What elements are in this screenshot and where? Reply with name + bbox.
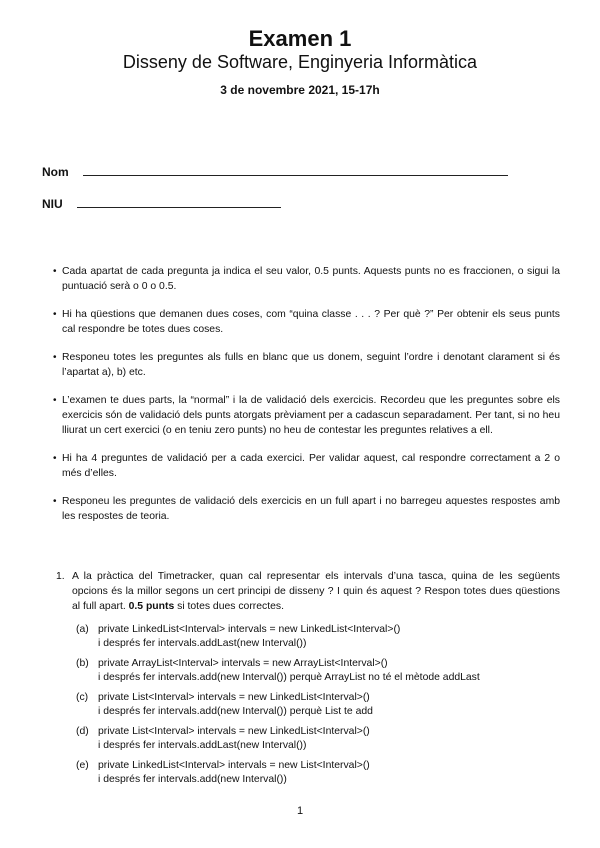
answer-options — [76, 623, 566, 793]
rule-text: Hi ha 4 preguntes de validació per a cada exercici. Per validar aquest, cal respondre correctament a 2 o més d’elles. — [62, 453, 560, 479]
bullet-icon: • — [53, 496, 57, 507]
option-code: private ArrayList<Interval> intervals = new ArrayList<Interval>() — [98, 658, 388, 669]
option-code: private List<Interval> intervals = new LinkedList<Interval>() — [98, 726, 370, 737]
rule-text: Responeu totes les preguntes als fulls en blanc que us donem, seguint l’ordre i denotant clarament si és l’apartat a), b) etc. — [62, 352, 560, 378]
name-line[interactable] — [83, 174, 508, 176]
exam-date: 3 de novembre 2021, 15-17h — [220, 83, 380, 97]
option-label: (d) — [76, 726, 89, 737]
question-points: 0.5 punts — [128, 601, 175, 612]
rule-text: L’examen te dues parts, la “normal” i la de validació dels exercicis. Recordeu que les preguntes sobre els exercicis són de validació dels punts atorgats prèviament per a cadascun separadament. Per tant, si no heu lliurat un cert exercici (o en teniu zero punts) no heu de contestar les preguntes relatives a ell. — [62, 395, 560, 436]
list-item — [53, 307, 560, 337]
option-detail: i després fer intervals.addLast(new Interval()) — [98, 740, 307, 751]
option-b — [76, 657, 566, 685]
option-code: private LinkedList<Interval> intervals = new LinkedList<Interval>() — [98, 624, 401, 635]
instructions-list — [53, 264, 560, 537]
option-e — [76, 759, 566, 787]
bullet-icon: • — [53, 309, 57, 320]
rule-text: Hi ha qüestions que demanen dues coses, com “quina classe . . . ? Per què ?” Per obtenir els seus punts cal respondre be totes dues coses. — [62, 309, 560, 335]
option-code: private List<Interval> intervals = new LinkedList<Interval>() — [98, 692, 370, 703]
list-item — [53, 350, 560, 380]
niu-line[interactable] — [77, 206, 281, 208]
rule-text: Responeu les preguntes de validació dels exercicis en un full apart i no barregeu aquestes respostes amb les respostes de teoria. — [62, 496, 560, 522]
list-item — [53, 494, 560, 524]
bullet-icon: • — [53, 266, 57, 277]
question-number: 1. — [56, 571, 65, 582]
option-label: (b) — [76, 658, 89, 669]
option-label: (a) — [76, 624, 89, 635]
option-code: private LinkedList<Interval> intervals = new List<Interval>() — [98, 760, 370, 771]
option-detail: i després fer intervals.add(new Interval()) — [98, 774, 287, 785]
list-item — [53, 264, 560, 294]
option-a — [76, 623, 566, 651]
question-1 — [56, 569, 560, 614]
exam-title: Examen 1 — [248, 26, 352, 51]
niu-field[interactable] — [42, 197, 281, 211]
option-c — [76, 691, 566, 719]
bullet-icon: • — [53, 395, 57, 406]
option-detail: i després fer intervals.addLast(new Interval()) — [98, 638, 307, 649]
name-field[interactable] — [42, 165, 508, 179]
rule-text: Cada apartat de cada pregunta ja indica el seu valor, 0.5 punts. Aquests punts no es fraccionen, o sigui la puntuació serà o 0 o 0.5. — [62, 266, 560, 292]
question-text — [72, 569, 560, 614]
list-item — [53, 451, 560, 481]
question-text-main: A la pràctica del Timetracker, quan cal representar els intervals d’una tasca, quina de les següents opcions és la millor segons un cert principi de disseny ? I quin és aquest ? Respon totes dues qüestions al full apart. — [72, 571, 560, 612]
option-label: (e) — [76, 760, 89, 771]
option-label: (c) — [76, 692, 89, 703]
bullet-icon: • — [53, 352, 57, 363]
option-detail: i després fer intervals.add(new Interval()) perquè List te add — [98, 706, 373, 717]
name-label: Nom — [42, 165, 69, 179]
option-detail: i després fer intervals.add(new Interval()) perquè ArrayList no té el mètode addLast — [98, 672, 480, 683]
bullet-icon: • — [53, 453, 57, 464]
option-d — [76, 725, 566, 753]
niu-label: NIU — [42, 197, 63, 211]
exam-subtitle: Disseny de Software, Enginyeria Informàtica — [122, 52, 478, 72]
page-number: 1 — [296, 805, 304, 817]
question-text-tail: si totes dues correctes. — [177, 601, 284, 612]
list-item — [53, 393, 560, 438]
